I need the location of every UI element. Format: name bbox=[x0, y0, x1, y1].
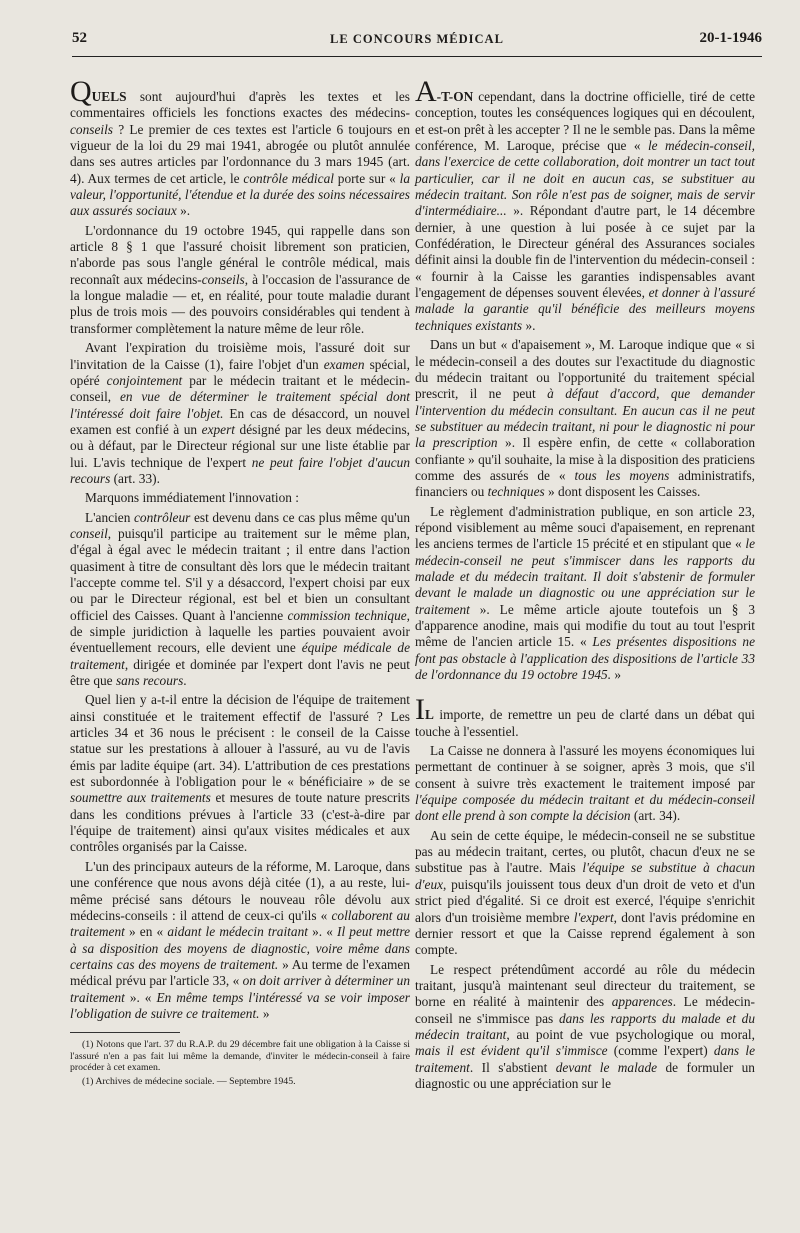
footnote-rule bbox=[70, 1032, 180, 1039]
header-rule bbox=[72, 56, 762, 57]
drop-letter: Q bbox=[70, 75, 92, 108]
paragraph: Le respect prétendûment accordé au rôle du médecin traitant, jusqu'à maintenant seul directeur du traitement, se borne en réalité à maintenir des apparences. Le médecin-conseil ne s'immisce pas dans les rapports du malade et du médecin traitant, au point de vue psychologique ou moral, mais il est évident qu'il s'immisce (comme l'expert) dans le traitement. Il s'abstient devant le malade de formuler un diagnostic ou une appréciation sur le bbox=[415, 961, 755, 1091]
drop-letter: I bbox=[415, 693, 425, 727]
footnote: (1) Notons que l'art. 37 du R.A.P. du 29 décembre fait une obligation à la Caisse si l'assuré n'en a pas fait lui même la demande, d'inviter le médecin-conseil à faire procéder à cet examen. bbox=[70, 1039, 410, 1074]
paragraph: Le règlement d'administration publique, en son article 23, répond visiblement au même souci d'apaisement, en reprenant les anciens termes de l'article 15 précité et en stipulant que « le médecin-conseil ne peut s'immiscer dans les rapports du malade et du médecin traitant. Il doit s'abstenir de formuler devant le malade un diagnostic ou une appréciation sur le traitement ». Le même article ajoute toutefois un § 3 d'apparence anodine, mais qui modifie du tout au tout l'esprit même de l'ancien article 15. « Les présentes dispositions ne font pas obstacle à l'application des dispositions de l'article 33 de l'ordonnance du 19 octobre 1945. » bbox=[415, 503, 755, 683]
paragraph: Marquons immédiatement l'innovation : bbox=[85, 490, 300, 506]
paragraph: La Caisse ne donnera à l'assuré les moyens économiques lui permettant de continuer à se soigner, après 3 mois, que s'il consent à suivre très exactement le traitement imposé par l'équipe composée du médecin traitant et du médecin-conseil dont elle prend à son compte la décision (art. 34). bbox=[415, 743, 755, 824]
paragraph: Au sein de cette équipe, le médecin-conseil ne se substitue pas au médecin traitant, certes, ou plutôt, chacun d'eux ne se substitue pas à l'autre. Mais l'équipe se substitue à chacun d'eux, puisqu'ils jouissent tous deux d'un droit de veto et d'un strict pied d'égalité. Si ce droit est exercé, l'équipe s'enrichit alors d'un troisième membre l'expert, dont l'avis prédomine en dernier ressort et que la Caisse reprend également à son compte. bbox=[415, 827, 755, 958]
paragraph: L'un des principaux auteurs de la réforme, M. Laroque, dans une conférence que nous avons déjà citée (1), a au reste, lui-même précisé sans détours le nouveau rôle dévolu aux médecins-conseils : il attend de ceux-ci qu'ils « collaborent au traitement » en « aidant le médecin traitant ». « Il peut mettre à sa disposition des moyens de diagnostic, voire même dans certains cas des moyens de traitement. » Au terme de l'examen médical prévu par l'article 33, « on doit arriver à déterminer un traitement ». « En même temps l'intéressé va se voir imposer l'obligation de suivre ce traitement. » bbox=[70, 858, 411, 1021]
paragraph: L'ancien contrôleur est devenu dans ce cas plus même qu'un conseil, puisqu'il participe au traitement sur le même plan, d'égal à égal avec le médecin traitant ; il entre dans l'action quasiment à titre de consultant dès lors que le médecin traitant l'accepte comme tel. S'il y a désaccord, l'expert choisi par eux ou par le Directeur régional, est bel et bien un consultant officiel des Caisses. Quant à l'ancienne commission technique, de simple juridiction à laquelle les parties pouvaient avoir éventuellement recours, elle devient une équipe médicale de traitement, dirigée et dominée par l'expert dont l'avis ne peut être que sans recours. bbox=[70, 509, 411, 689]
right-column bbox=[415, 75, 756, 1095]
paragraph: A-T-ON cependant, dans la doctrine officielle, tiré de cette conception, toutes les conséquences logiques qui en découlent, et est-on prêt à les accepter ? Il ne le semble pas. Dans la même conférence, M. Laroque, précise que « le médecin-conseil, dans l'exercice de cette collaboration, doit montrer un tact tout particulier, car il ne doit en aucun cas, se substituer au médecin traitant. Son rôle n'est pas de soigner, mais de servir d'intermédiaire... ». Répondant d'autre part, le 14 décembre dernier, à une question à lui posée à ce sujet par la Confédération, le Directeur général des Assurances sociales définit ainsi la double fin de l'intervention du médecin-conseil : « fournir à la Caisse les garanties indispensables avant l'engagement de dépenses souvent élevées, et donner à l'assuré malade la garantie qu'il bénéficie des meilleurs moyens techniques existants ». bbox=[415, 75, 755, 333]
footnote: (1) Archives de médecine sociale. — Septembre 1945. bbox=[82, 1075, 296, 1087]
issue-date: 20-1-1946 bbox=[699, 30, 762, 46]
page-number: 52 bbox=[72, 30, 87, 46]
left-column bbox=[70, 75, 411, 1089]
paragraph: IL importe, de remettre un peu de clarté dans un débat qui touche à l'essentiel. bbox=[415, 693, 755, 739]
paragraph: QUELS sont aujourd'hui d'après les textes et les commentaires officiels les fonctions exactes des médecins-conseils ? Le premier de ces textes est l'article 6 toujours en vigueur de la loi du 29 mai 1941, abrogée ou plutôt annulée dans ses autres articles par l'ordonnance du 3 mars 1945 (art. 4). Aux termes de cet article, le contrôle médical porte sur « la valeur, l'opportunité, l'étendue et la durée des soins nécessaires aux assurés sociaux ». bbox=[70, 75, 411, 219]
paragraph: L'ordonnance du 19 octobre 1945, qui rappelle dans son article 8 § 1 que l'assuré choisit librement son praticien, n'aborde pas sous l'angle général le contrôle médical, mais reconnaît aux médecins-conseils, à l'occasion de l'assurance de la longue maladie — et, en réalité, pour toute maladie durant plus de trois mois — des pouvoirs considérables qui tendent à transformer complètement la nature même de leur rôle. bbox=[70, 222, 410, 336]
journal-title: LE CONCOURS MÉDICAL bbox=[330, 32, 504, 46]
section-break bbox=[415, 686, 755, 700]
running-header bbox=[72, 30, 762, 52]
footnotes bbox=[70, 1039, 410, 1087]
paragraph: Avant l'expiration du troisième mois, l'assuré doit sur l'invitation de la Caisse (1), faire l'objet d'un examen spécial, opéré conjointement par le médecin traitant et le médecin-conseil, en vue de déterminer le traitement spécial dont l'intéressé doit faire l'objet. En cas de désaccord, un nouvel examen est confié à un expert désigné par les deux médecins, ou à défaut, par le Directeur régional sur une liste établie par lui. L'avis technique de l'expert ne peut faire l'objet d'aucun recours (art. 33). bbox=[70, 340, 411, 486]
drop-letter: A bbox=[415, 75, 437, 108]
paragraph: Quel lien y a-t-il entre la décision de l'équipe de traitement ainsi constituée et le traitement effectif de l'assuré ? Les articles 34 et 36 nous le précisent : le conseil de la Caisse statue sur les prestations à allouer à l'assuré, au vu de l'avis émis par ladite équipe (art. 34). L'attribution de ces prestations est subordonnée à l'obligation pour le « bénéficiaire » de se soumettre aux traitements et mesures de toute nature prescrits dans les conditions prévues à l'article 33 (c'est-à-dire par l'équipe de traitement) ainsi qu'aux visites médicales et aux contrôles organisés par la Caisse. bbox=[70, 692, 410, 855]
paragraph: Dans un but « d'apaisement », M. Laroque indique que « si le médecin-conseil a des doutes sur l'exactitude du diagnostic du médecin traitant ou l'opportunité du traitement spécial prescrit, il ne peut à défaut d'accord, que demander l'intervention du médecin consultant. En aucun cas il ne peut se substituer au médecin traitant, ni pour le diagnostic ni pour la prescription ». Il espère enfin, de cette « collaboration confiante » qu'il souhaite, la mise à la disposition des praticiens comme des assurés de « tous les moyens administratifs, financiers ou techniques » dont disposent les Caisses. bbox=[415, 337, 756, 500]
